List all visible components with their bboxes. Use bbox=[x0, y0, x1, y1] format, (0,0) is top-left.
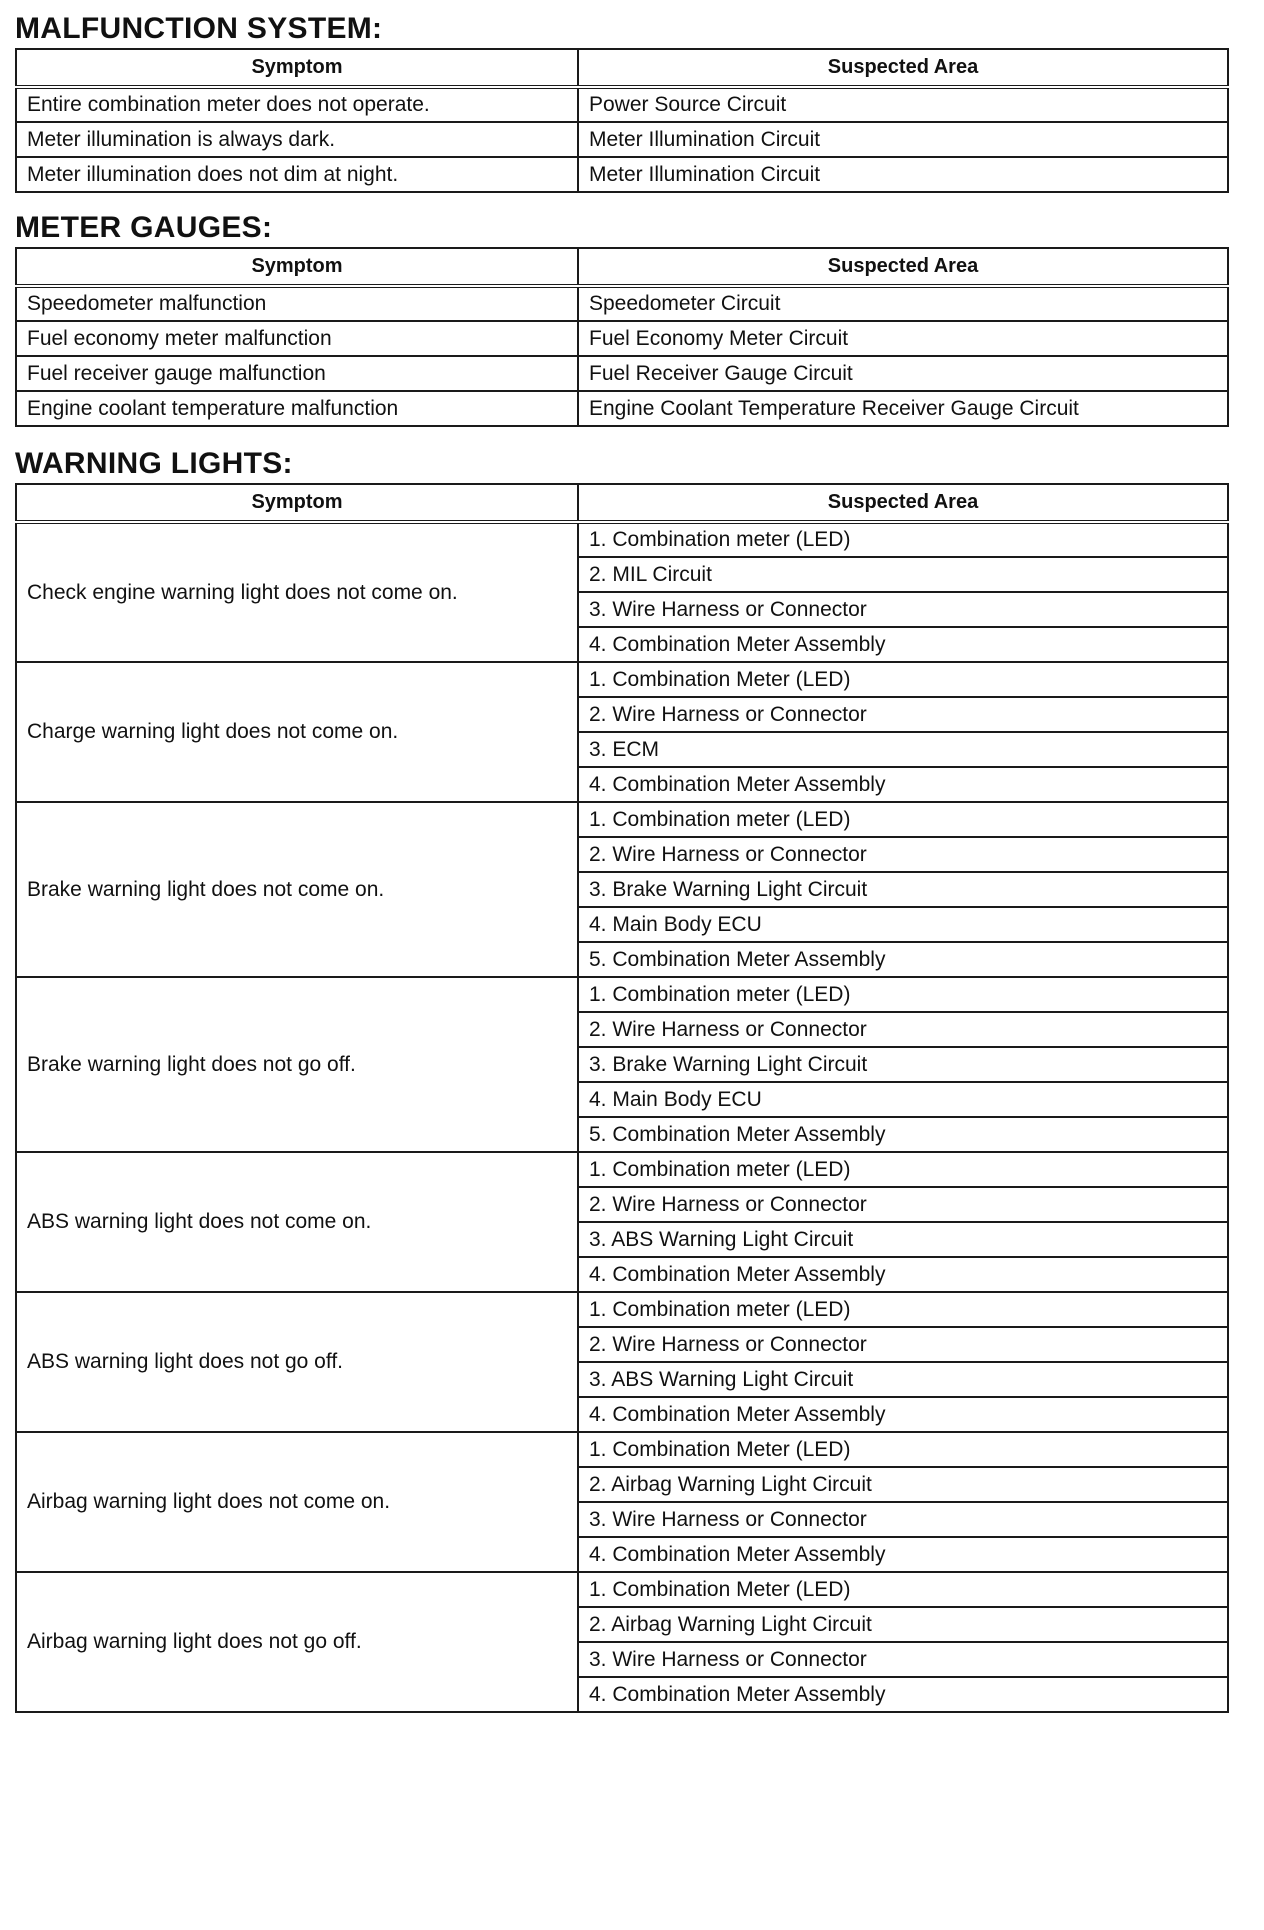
table-row bbox=[16, 1432, 1228, 1467]
header-suspected-area: Suspected Area bbox=[578, 49, 1228, 87]
table-header-row bbox=[16, 484, 1228, 522]
symptom-cell: Brake warning light does not come on. bbox=[16, 802, 578, 977]
table-row bbox=[16, 356, 1228, 391]
symptom-cell: Airbag warning light does not come on. bbox=[16, 1432, 578, 1572]
symptom-cell: Fuel economy meter malfunction bbox=[16, 321, 578, 356]
suspected-area-cell: Meter Illumination Circuit bbox=[578, 157, 1228, 192]
table-row bbox=[16, 522, 1228, 557]
suspected-area-cell: 1. Combination meter (LED) bbox=[578, 977, 1228, 1012]
suspected-area-cell: 4. Main Body ECU bbox=[578, 1082, 1228, 1117]
symptom-cell: Speedometer malfunction bbox=[16, 286, 578, 321]
suspected-area-cell: 2. Wire Harness or Connector bbox=[578, 1012, 1228, 1047]
table-row bbox=[16, 977, 1228, 1012]
suspected-area-cell: 1. Combination meter (LED) bbox=[578, 522, 1228, 557]
suspected-area-cell: 2. Airbag Warning Light Circuit bbox=[578, 1467, 1228, 1502]
header-suspected-area: Suspected Area bbox=[578, 248, 1228, 286]
suspected-area-cell: 2. Wire Harness or Connector bbox=[578, 837, 1228, 872]
suspected-area-cell: 3. ECM bbox=[578, 732, 1228, 767]
suspected-area-cell: 1. Combination meter (LED) bbox=[578, 1292, 1228, 1327]
suspected-area-cell: 1. Combination Meter (LED) bbox=[578, 1432, 1228, 1467]
suspected-area-cell: 4. Combination Meter Assembly bbox=[578, 767, 1228, 802]
symptom-cell: Meter illumination is always dark. bbox=[16, 122, 578, 157]
suspected-area-cell: Power Source Circuit bbox=[578, 87, 1228, 122]
suspected-area-cell: 2. Wire Harness or Connector bbox=[578, 697, 1228, 732]
symptom-cell: ABS warning light does not come on. bbox=[16, 1152, 578, 1292]
section-title-malfunction-system: MALFUNCTION SYSTEM: bbox=[15, 12, 383, 45]
suspected-area-cell: 1. Combination Meter (LED) bbox=[578, 1572, 1228, 1607]
table-row bbox=[16, 1572, 1228, 1607]
document-page bbox=[15, 14, 1227, 1713]
table-row bbox=[16, 802, 1228, 837]
suspected-area-cell: 4. Combination Meter Assembly bbox=[578, 627, 1228, 662]
table-row bbox=[16, 1292, 1228, 1327]
meter-gauges-table bbox=[15, 247, 1229, 427]
suspected-area-cell: Engine Coolant Temperature Receiver Gauge Circuit bbox=[578, 391, 1228, 426]
symptom-cell: Airbag warning light does not go off. bbox=[16, 1572, 578, 1712]
suspected-area-cell: 3. Brake Warning Light Circuit bbox=[578, 872, 1228, 907]
symptom-cell: Charge warning light does not come on. bbox=[16, 662, 578, 802]
suspected-area-cell: 2. Wire Harness or Connector bbox=[578, 1187, 1228, 1222]
suspected-area-cell: 3. Wire Harness or Connector bbox=[578, 592, 1228, 627]
symptom-cell: Engine coolant temperature malfunction bbox=[16, 391, 578, 426]
suspected-area-cell: Meter Illumination Circuit bbox=[578, 122, 1228, 157]
symptom-cell: Entire combination meter does not operate. bbox=[16, 87, 578, 122]
table-header-row bbox=[16, 248, 1228, 286]
warning-lights-table bbox=[15, 483, 1229, 1713]
suspected-area-cell: 3. Wire Harness or Connector bbox=[578, 1642, 1228, 1677]
table-row bbox=[16, 122, 1228, 157]
symptom-cell: Check engine warning light does not come on. bbox=[16, 522, 578, 662]
table-row bbox=[16, 1152, 1228, 1187]
suspected-area-cell: 4. Main Body ECU bbox=[578, 907, 1228, 942]
header-symptom: Symptom bbox=[16, 484, 578, 522]
suspected-area-cell: 2. MIL Circuit bbox=[578, 557, 1228, 592]
table-row bbox=[16, 391, 1228, 426]
suspected-area-cell: 3. Brake Warning Light Circuit bbox=[578, 1047, 1228, 1082]
symptom-cell: Fuel receiver gauge malfunction bbox=[16, 356, 578, 391]
section-title-warning-lights: WARNING LIGHTS: bbox=[15, 447, 293, 480]
suspected-area-cell: 5. Combination Meter Assembly bbox=[578, 1117, 1228, 1152]
suspected-area-cell: 3. ABS Warning Light Circuit bbox=[578, 1362, 1228, 1397]
suspected-area-cell: 1. Combination Meter (LED) bbox=[578, 662, 1228, 697]
header-suspected-area: Suspected Area bbox=[578, 484, 1228, 522]
suspected-area-cell: 3. Wire Harness or Connector bbox=[578, 1502, 1228, 1537]
suspected-area-cell: Fuel Receiver Gauge Circuit bbox=[578, 356, 1228, 391]
table-row bbox=[16, 321, 1228, 356]
suspected-area-cell: 4. Combination Meter Assembly bbox=[578, 1257, 1228, 1292]
suspected-area-cell: 4. Combination Meter Assembly bbox=[578, 1677, 1228, 1712]
suspected-area-cell: 2. Wire Harness or Connector bbox=[578, 1327, 1228, 1362]
header-symptom: Symptom bbox=[16, 49, 578, 87]
table-row bbox=[16, 286, 1228, 321]
symptom-cell: Meter illumination does not dim at night. bbox=[16, 157, 578, 192]
symptom-cell: ABS warning light does not go off. bbox=[16, 1292, 578, 1432]
suspected-area-cell: 4. Combination Meter Assembly bbox=[578, 1397, 1228, 1432]
table-row bbox=[16, 157, 1228, 192]
suspected-area-cell: 1. Combination meter (LED) bbox=[578, 1152, 1228, 1187]
suspected-area-cell: 4. Combination Meter Assembly bbox=[578, 1537, 1228, 1572]
malfunction-system-table bbox=[15, 48, 1229, 193]
suspected-area-cell: Fuel Economy Meter Circuit bbox=[578, 321, 1228, 356]
symptom-cell: Brake warning light does not go off. bbox=[16, 977, 578, 1152]
section-title-meter-gauges: METER GAUGES: bbox=[15, 211, 273, 244]
suspected-area-cell: 3. ABS Warning Light Circuit bbox=[578, 1222, 1228, 1257]
table-row bbox=[16, 662, 1228, 697]
header-symptom: Symptom bbox=[16, 248, 578, 286]
suspected-area-cell: 5. Combination Meter Assembly bbox=[578, 942, 1228, 977]
suspected-area-cell: 2. Airbag Warning Light Circuit bbox=[578, 1607, 1228, 1642]
table-header-row bbox=[16, 49, 1228, 87]
table-row bbox=[16, 87, 1228, 122]
suspected-area-cell: Speedometer Circuit bbox=[578, 286, 1228, 321]
suspected-area-cell: 1. Combination meter (LED) bbox=[578, 802, 1228, 837]
